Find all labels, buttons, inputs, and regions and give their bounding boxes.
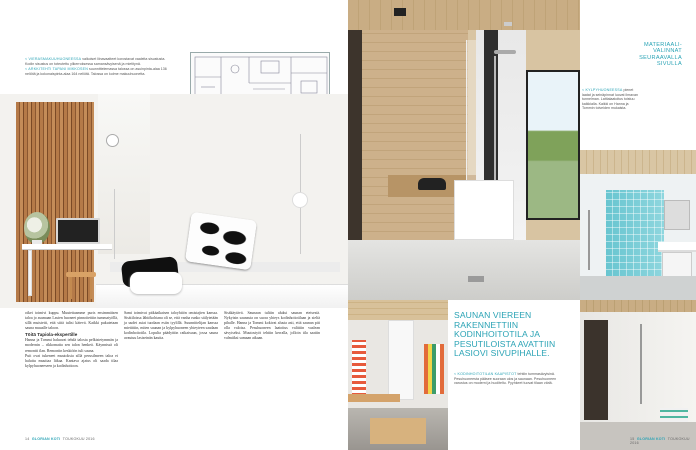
shower-pipe xyxy=(640,324,642,404)
issue-right: TOUKOKUU 2016 xyxy=(630,437,690,445)
caption-top-head: < KYLPYHUONEESSA xyxy=(582,88,623,92)
magazine-brand-right: GLORIAN KOTI xyxy=(636,437,666,441)
left-captions xyxy=(25,57,175,76)
tiled-floor xyxy=(348,240,580,300)
striped-towel xyxy=(352,340,366,396)
glass-door xyxy=(526,70,580,220)
wood-ceiling xyxy=(580,300,696,312)
white-pillow xyxy=(130,272,182,294)
subheading: Töitä Tapiola-ekspertille xyxy=(25,332,78,338)
ceiling-light xyxy=(504,22,512,26)
white-bench xyxy=(454,180,514,240)
caption-2 xyxy=(25,67,175,76)
right-page xyxy=(348,0,696,450)
caption-top-right xyxy=(582,88,640,111)
sauna-photo xyxy=(348,0,580,300)
magazine-brand-left: GLORIAN KOTI xyxy=(31,437,61,441)
tile-grid xyxy=(606,190,664,276)
body-col2-text: Sami toimivat pitkäaikaisen taloyhtiön omistajien kanssa. Sisätiloissa lähtökohtana oli se, että vanha runko säilytetään ja uudet asiat tuodaan esiin tyylillä. Suunnittelijan kanssa mietittiin, miten saunan ja kylpyhuoneen yhteyteen saadaan kodinhoitotila. Lopulta päädyttiin ratkaisuun, jossa sauna avautuu lasiseinän kautta. xyxy=(124,311,218,341)
right-heading: SAUNAN VIEREEN RAKENNETTIIN KODINHOITOTILA JA PESUTILOISTA AVATTIIN LASIOVI SIVUPIHALLE. xyxy=(454,310,556,359)
floor xyxy=(580,276,696,300)
page-number-right: 15 xyxy=(630,437,635,441)
laundry-photo xyxy=(348,300,448,450)
wall-clock xyxy=(106,134,119,147)
caption-top-text: pienet laatat ja seinäpinnat luovat ilmavan tunnelman. Lattialaatoitus toistuu kaikkialla. Kaikki on Hanna ja Tommin toiveiden mukaista. xyxy=(582,88,638,111)
bathroom-blue-photo xyxy=(580,150,696,300)
stool-legs xyxy=(70,277,92,299)
caption-bottom-right xyxy=(454,372,568,386)
caption-bottom-text: tehtiin tummasävyisinä. Pesuhuoneesta pääsee suoraan ulos ja saunaan. Pesuhuoneen varustus on moderni ja huoliteltu. Pyyhkeet tuovat tilaan väriä. xyxy=(454,372,557,386)
sidebar-white xyxy=(580,0,696,150)
lamp-shade xyxy=(292,192,308,208)
body-col1-para1: oikei toimivi kuppu. Muutettaamme puris ensimmäisen taloa jo asumaan Lasten huoneet pinnoitettiin tummatyöllä, sillä muistetti, että siitä tulisi kätevä. Kaikki pukutetaan sauna muualle taloon. xyxy=(25,311,118,331)
window xyxy=(98,94,150,254)
body-col1-para3: Puit ovat tukeneet muutoksia sillä perusilmeen taloa ei haluttu muuttaa liikaa. Kantava ajatus oli saada tilaa kylpyhuoneeseen ja kodinhoitoon. xyxy=(25,353,118,368)
dark-panel xyxy=(584,320,608,420)
caption-2-text: suunnittelemassa talossa on asuinpinta-alaa 136 neliötä ja kokonaispinta-alaa 164 neliötä. Talossa on kolme makuuhuonetta. xyxy=(25,67,167,76)
ceiling-vent xyxy=(394,8,406,16)
pullquote-materials: MATERIAALI-VALINNAT SEURAAVALLA SIVULLA xyxy=(639,42,682,68)
computer-monitor xyxy=(56,218,100,244)
floor xyxy=(580,422,696,450)
body-column-3 xyxy=(224,311,320,342)
sauna-wood-wall xyxy=(348,30,468,240)
rug xyxy=(370,418,426,444)
issue-left: TOUKOKUU 2016 xyxy=(62,437,95,441)
caption-1-head: < VIERASMAKUUHUONEESSA xyxy=(25,57,82,61)
wood-ceiling xyxy=(348,0,580,30)
body-column-1 xyxy=(25,311,118,369)
shower-photo xyxy=(580,300,696,450)
body-col3-text: Sisäkäytävä. Saunaan tultiin aluksi saunan eteisestä. Nykyisin saunasta on suora yhteys kodinhoitotilaan ja sieltä pihalle. Hanna ja Tommi kokivat alusta asti, että saunan piti olla valoisa. Pesuhuoneen laatoitus valittiin vaalean sävyiseksi. Muutostyöt tehtiin kerralla, jolloin tila saatiin valmiiksi samaan aikaan. xyxy=(224,311,320,341)
floor-drain xyxy=(468,276,484,282)
sink xyxy=(658,242,696,252)
caption-bottom-head: < KODINHOITOTILAN KAAPISTOT xyxy=(454,372,517,376)
right-footer xyxy=(630,437,696,445)
sauna-stove xyxy=(418,178,446,190)
towel-rail xyxy=(588,210,590,270)
wood-counter xyxy=(348,394,400,402)
body-column-2 xyxy=(124,311,218,342)
wood-ceiling xyxy=(348,300,448,320)
caption-2-head: < ARKKITEHTI TAPANI MIKKOSEN xyxy=(25,67,89,72)
body-col1-para2: Hanna ja Tommi haluavat tehdä talosta pelkistetymmän ja modernin – rikkomatta sen talon henkeä. Käynnissä oli remontti ilan. Remontin keskiöön tuli sauna. xyxy=(25,338,118,353)
caption-1 xyxy=(25,57,175,66)
page-number-left: 14 xyxy=(25,437,30,441)
colorful-towels xyxy=(424,344,444,394)
desk-leg xyxy=(28,250,32,296)
bedroom-photo xyxy=(0,94,348,308)
shower-head xyxy=(494,50,516,54)
caption-1-text: valkoiset liinavaatteet korostavat vaaleita sisustusta. Kodin sisustus on toteutettu ylikerroksessa samansävyisenä ja mietitynä. xyxy=(25,57,166,66)
desk xyxy=(22,244,112,250)
wood-ceiling xyxy=(580,150,696,174)
door xyxy=(388,320,414,400)
dark-wall xyxy=(348,30,362,240)
patterned-pillow xyxy=(185,212,257,271)
mirror xyxy=(664,200,690,230)
left-footer xyxy=(25,437,95,441)
lamp-left xyxy=(114,189,115,259)
